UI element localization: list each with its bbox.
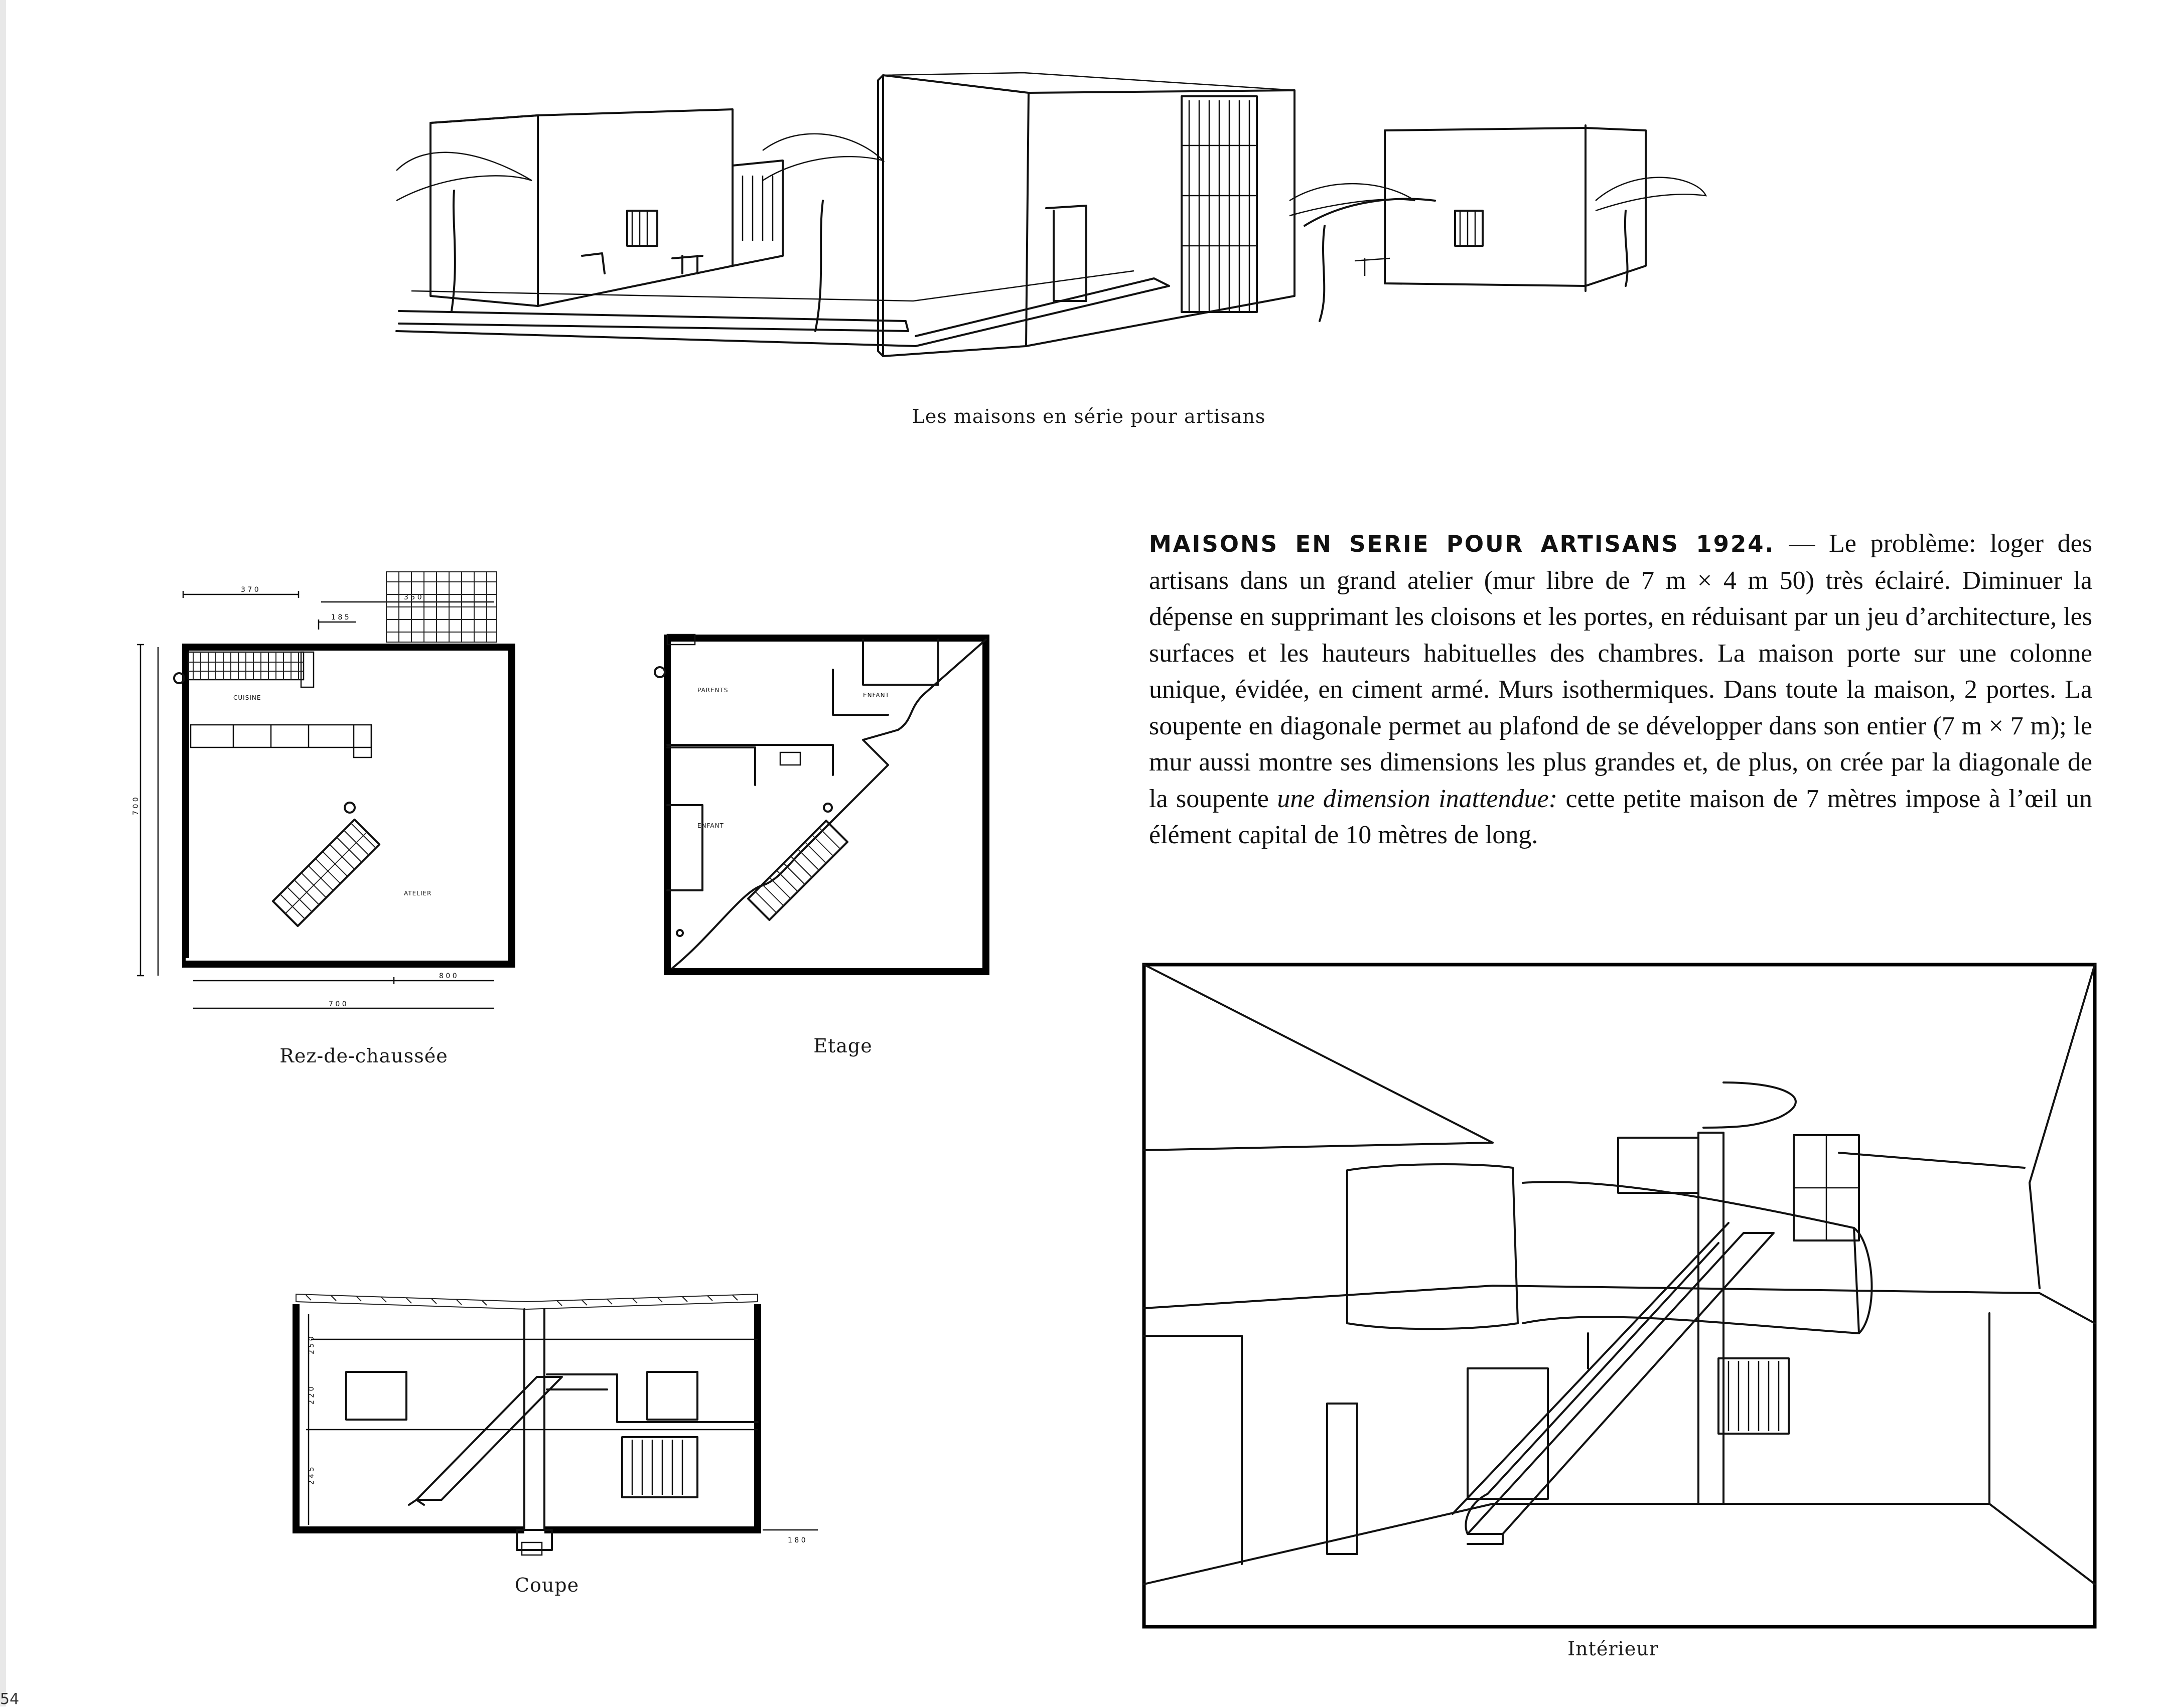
svg-text:1 8 0: 1 8 0 (788, 1536, 806, 1544)
svg-text:3 5 0: 3 5 0 (404, 593, 422, 601)
article-heading: MAISONS EN SERIE POUR ARTISANS 1924. (1149, 531, 1775, 557)
caption-interior: Intérieur (1567, 1638, 1659, 1660)
svg-text:ATELIER: ATELIER (404, 890, 432, 897)
article-body-2: cette petite maison de 7 mètres impose à l’œil un élément capital de 10 mètres de long. (1149, 784, 2092, 849)
article-body-1: Le problème: loger des artisans dans un grand atelier (mur libre de 7 m × 4 m 50) très éclairé. Diminuer la dépense en supprimant les cloisons et les portes, en réduisant par un jeu d’architecture, les surfaces et les hauteurs habituelles des chambres. La maison porte sur une colonne unique, évidée, en ciment armé. Murs isothermiques. Dans toute la maison, 2 portes. La soupente en diagonale permet au plafond de se développer dans son entier (7 m × 7 m); le mur aussi montre ses dimensions les plus grandes et, de plus, on crée par la diagonale de la soupente (1149, 529, 2092, 813)
svg-text:7 0 0: 7 0 0 (329, 1000, 347, 1008)
interior-perspective (1141, 962, 2100, 1629)
svg-text:2 4 5: 2 4 5 (308, 1467, 316, 1485)
perspective-drawing (351, 50, 1706, 401)
svg-text:2 2 0: 2 2 0 (308, 1386, 316, 1405)
svg-text:PARENTS: PARENTS (697, 687, 729, 694)
svg-text:8 0 0: 8 0 0 (439, 972, 457, 980)
svg-text:CUISINE: CUISINE (233, 694, 261, 701)
section-drawing (291, 1289, 838, 1570)
svg-text:7 0 0: 7 0 0 (132, 797, 140, 815)
svg-text:2 5 0: 2 5 0 (308, 1336, 316, 1354)
article-text (1149, 526, 2092, 854)
page-edge (0, 0, 6, 1706)
svg-text:1 8 5: 1 8 5 (331, 613, 349, 622)
svg-text:3 7 0: 3 7 0 (241, 586, 259, 594)
caption-section: Coupe (514, 1574, 580, 1596)
svg-text:ENFANT: ENFANT (697, 822, 724, 829)
caption-top: Les maisons en série pour artisans (912, 405, 1266, 427)
page-number: 54 (0, 1690, 20, 1708)
upper-floor-plan (652, 635, 1003, 986)
caption-ground-floor: Rez-de-chaussée (279, 1045, 448, 1067)
article-emphasis: une dimension inattendue: (1277, 784, 1558, 813)
article-dash: — (1775, 529, 1829, 558)
caption-upper-floor: Etage (813, 1035, 873, 1057)
ground-floor-plan (133, 572, 534, 1033)
svg-text:ENFANT: ENFANT (863, 692, 890, 699)
